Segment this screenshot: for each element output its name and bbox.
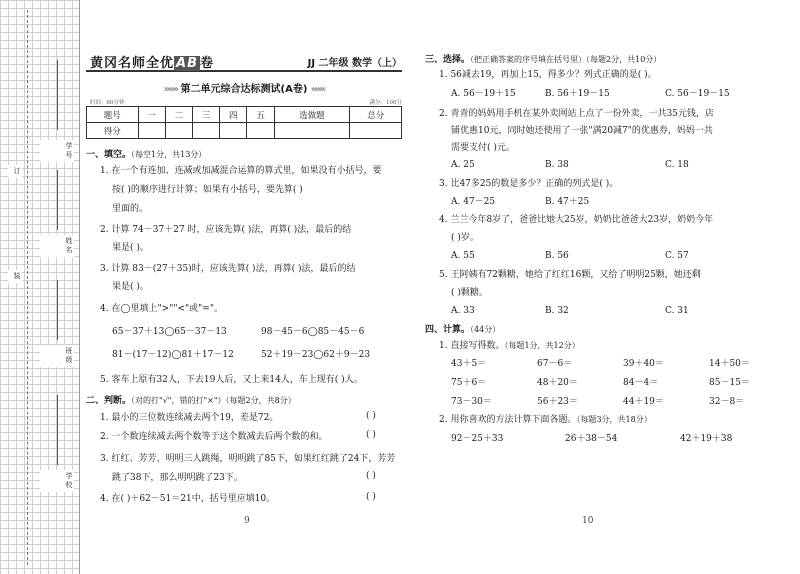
cut-mark-ding: 订 <box>8 165 22 178</box>
s1-q4-item1: 65－37＋13◯65－37－13 <box>112 327 227 337</box>
oral-item: 67－6＝ <box>537 359 573 369</box>
field-line-school <box>57 395 58 465</box>
s3-q1: 1. 56减去19，再加上15，得多少？列式正确的是( )。 <box>439 70 657 80</box>
section2-note: （对的打"√"，错的打"×"）（每题2分，共8分） <box>131 396 296 405</box>
s3-q4-line1: 4. 兰兰今年8岁了，爸爸比她大25岁，奶奶比爸爸大23岁，奶奶今年 <box>439 215 714 225</box>
field-line-name <box>57 170 58 230</box>
chevrons-right-icon: ««« <box>310 84 325 95</box>
field-line-student-id <box>57 60 58 130</box>
section3-note: （把正确答案的序号填在括号里）（每题2分，共10分） <box>470 55 662 64</box>
score-header: 总分 <box>350 107 402 123</box>
s4-sub2-note: （每题3分，共18分） <box>576 415 652 424</box>
oral-item: 14＋50＝ <box>709 359 750 369</box>
section1-title: 一、填空。 <box>86 150 132 160</box>
brand-ab: AB <box>176 56 198 71</box>
s3-q4-opt-a: A. 55 <box>451 251 475 261</box>
right-page <box>425 0 790 574</box>
s3-q3-opt-a: A. 47－25 <box>451 197 496 207</box>
s1-q3-line2: 果是( )。 <box>112 282 149 292</box>
chevrons-left-icon: »»» <box>163 84 178 95</box>
score-cell[interactable] <box>220 123 247 139</box>
score-header: 二 <box>165 107 192 123</box>
section4-note: （44分） <box>470 325 501 334</box>
grade-label: JJ 二年级 数学（上） <box>307 58 402 69</box>
s2-item2: 2. 一个数连续减去两个数等于这个数减去后两个数的和。 <box>100 432 328 442</box>
s3-q3-opt-b: B. 47＋25 <box>545 197 590 207</box>
label-name: 姓名 <box>40 235 74 257</box>
brand-main: 黄冈名师全优 <box>90 56 175 71</box>
section1-heading <box>86 147 206 160</box>
s3-q5-opt-a: A. 33 <box>451 306 475 316</box>
cut-mark-zhuang: 装 <box>8 270 22 283</box>
s2-answer-paren[interactable]: ( ) <box>366 471 376 481</box>
oral-item: 85－15＝ <box>709 378 750 388</box>
score-table-header-row <box>87 107 402 123</box>
s1-q1-line2: 按( )的顺序进行计算；如果有小括号，要先算( ) <box>112 185 303 195</box>
s2-item3-line1: 3. 红红、芳芳、明明三人跳绳，明明跳了85下，如果红红跳了24下，芳芳 <box>100 454 396 464</box>
s1-q4: 4. 在◯里填上">""<"或"="。 <box>100 304 223 314</box>
cut-line <box>27 10 28 565</box>
score-table-score-row <box>87 123 402 139</box>
score-table <box>86 106 402 139</box>
s3-q5-line2: ( )颗糖。 <box>451 288 488 298</box>
score-cell[interactable] <box>350 123 402 139</box>
s3-q2-opt-b: B. 38 <box>545 160 569 170</box>
s1-q2-line2: 果是( )。 <box>112 243 149 253</box>
oral-item: 73－30＝ <box>451 397 492 407</box>
s1-q4-item3: 81－(17－12)◯81＋17－12 <box>112 350 234 360</box>
section3-title: 三、选择。 <box>425 55 471 65</box>
s4-sub2-title: 2. 用你喜欢的方法计算下面各题。 <box>439 415 577 425</box>
s2-answer-paren[interactable]: ( ) <box>366 430 376 440</box>
s1-q1-line3: 里面的。 <box>112 204 149 214</box>
score-row-label: 得分 <box>87 123 139 139</box>
page-number-left: 9 <box>244 516 250 526</box>
s2-item4: 4. 在( )＋62－51＝21中，括号里应填10。 <box>100 494 276 504</box>
section1-note: （每空1分，共13分） <box>131 150 207 159</box>
exam-full-score: 满分：100分 <box>369 100 402 106</box>
s3-q2-line3: 需要支付( )元。 <box>451 143 515 153</box>
written-calc-item: 26＋38－54 <box>565 434 618 444</box>
brand-logo <box>90 52 214 71</box>
s1-q1-line1: 1. 在一个有连加、连减或加减混合运算的算式里，如果没有小括号，要 <box>100 166 382 176</box>
label-student-id: 学号 <box>40 140 74 162</box>
section3-heading <box>425 52 661 65</box>
s3-q2-line2: 铺优惠10元，同时她还使用了一张"满20减7"的优惠券，妈妈一共 <box>451 126 713 136</box>
s3-q4-opt-b: B. 56 <box>545 251 569 261</box>
s3-q2-line1: 2. 青青的妈妈用手机在某外卖网站上点了一份外卖，一共35元钱，店 <box>439 109 714 119</box>
s3-q4-opt-c: C. 57 <box>665 251 689 261</box>
s3-q5-line1: 5. 王阿姨有72颗糖，她给了红红16颗，又给了明明25颗，她还剩 <box>439 270 701 280</box>
s3-q1-opt-a: A. 56－19＋15 <box>451 89 516 99</box>
label-school: 学校 <box>40 470 74 492</box>
s1-q5: 5. 客车上原有32人，下去19人后，又上来14人，车上现有( )人。 <box>100 375 363 385</box>
section2-title: 二、判断。 <box>86 396 132 406</box>
score-cell[interactable] <box>247 123 274 139</box>
exam-title-row <box>86 80 402 95</box>
s1-q4-item4: 52＋19－23◯62＋9－23 <box>261 350 371 360</box>
score-cell[interactable] <box>192 123 219 139</box>
page-number-right: 10 <box>582 516 594 526</box>
s1-q3-line1: 3. 计算 83－(27＋35)时，应该先算( )法，再算( )法，最后的结 <box>100 264 356 274</box>
section2-heading <box>86 393 296 406</box>
s2-answer-paren[interactable]: ( ) <box>366 411 376 421</box>
left-page <box>86 0 414 574</box>
score-cell[interactable] <box>138 123 165 139</box>
written-calc-item: 92－25＋33 <box>451 434 504 444</box>
s3-q1-opt-b: B. 56＋19－15 <box>545 89 610 99</box>
written-calc-item: 42＋19＋38 <box>680 434 733 444</box>
score-cell[interactable] <box>165 123 192 139</box>
s2-answer-paren[interactable]: ( ) <box>366 492 376 502</box>
s3-q1-opt-c: C. 56－19－15 <box>665 89 730 99</box>
s1-q2-line1: 2. 计算 74－37＋27 时，应该先算( )法，再算( )法，最后的结 <box>100 225 352 235</box>
oral-item: 44＋19＝ <box>623 397 664 407</box>
exam-title: 第二单元综合达标测试(A卷) <box>180 84 308 95</box>
score-header: 题号 <box>87 107 139 123</box>
oral-item: 75＋6＝ <box>451 378 487 388</box>
oral-item: 56＋23＝ <box>537 397 578 407</box>
s3-q5-opt-c: C. 31 <box>665 306 689 316</box>
score-cell[interactable] <box>274 123 350 139</box>
oral-item: 32－8＝ <box>709 397 745 407</box>
s3-q4-line2: ( )岁。 <box>451 233 479 243</box>
score-header: 四 <box>220 107 247 123</box>
oral-item: 39＋40＝ <box>623 359 664 369</box>
exam-time: 时间：60分钟 <box>90 100 125 106</box>
s3-q3: 3. 比47多25的数是多少？正确的列式是( )。 <box>439 179 619 189</box>
oral-item: 84－4＝ <box>623 378 659 388</box>
s3-q2-opt-a: A. 25 <box>451 160 475 170</box>
section4-heading <box>425 322 500 335</box>
s2-item1: 1. 最小的三位数连续减去两个19，差是72。 <box>100 413 279 423</box>
section4-title: 四、计算。 <box>425 325 471 335</box>
s3-q5-opt-b: B. 32 <box>545 306 569 316</box>
s4-sub1-heading <box>439 339 580 353</box>
score-header: 三 <box>192 107 219 123</box>
brand-tail: 卷 <box>200 56 215 71</box>
s1-q4-item2: 98－45－6◯85－45－6 <box>261 327 365 337</box>
label-class: 班级 <box>40 345 74 367</box>
s4-sub1-title: 1. 直接写得数。 <box>439 341 505 351</box>
oral-item: 43＋5＝ <box>451 359 487 369</box>
s2-item3-line2: 跳了38下，那么明明跳了23下。 <box>112 473 243 483</box>
s4-sub2-heading <box>439 413 652 427</box>
field-line-class <box>57 280 58 340</box>
s3-q2-opt-c: C. 18 <box>665 160 689 170</box>
score-header: 五 <box>247 107 274 123</box>
s4-sub1-note: （每题1分，共12分） <box>504 341 580 350</box>
score-header: 选做题 <box>274 107 350 123</box>
header-bar <box>86 52 402 72</box>
score-header: 一 <box>138 107 165 123</box>
oral-item: 48＋20＝ <box>537 378 578 388</box>
